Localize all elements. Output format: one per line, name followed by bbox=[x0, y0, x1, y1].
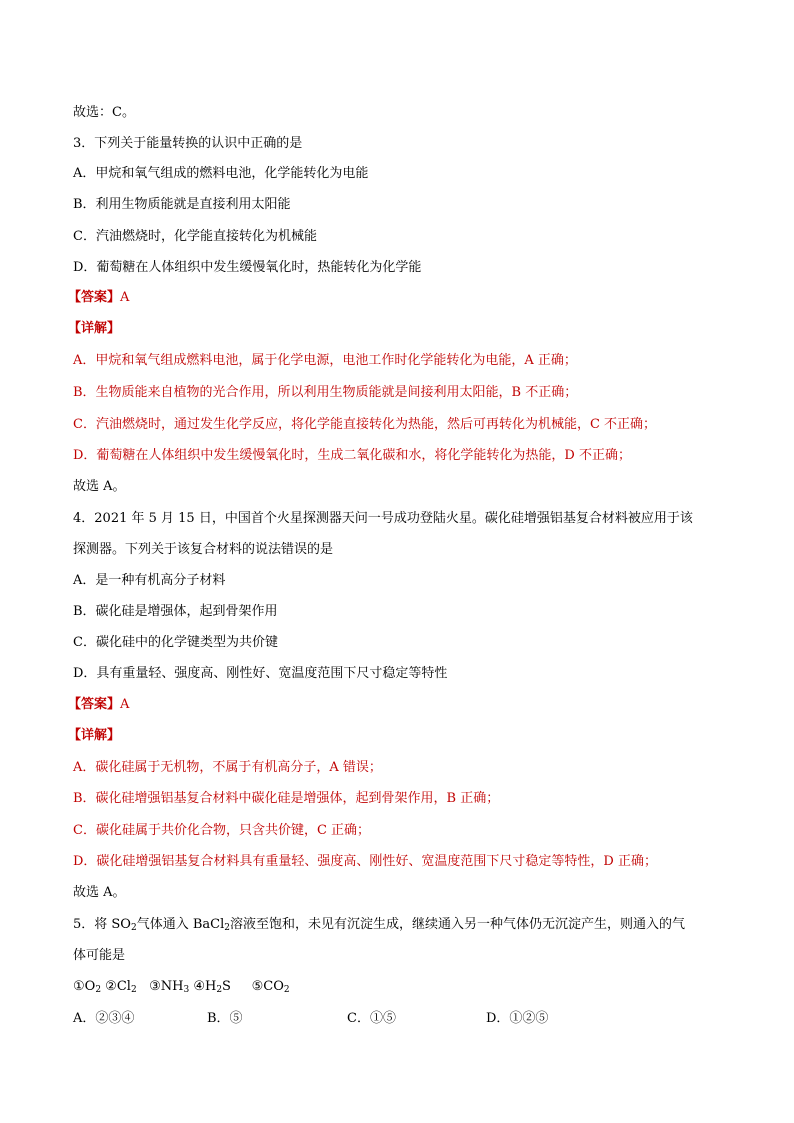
q4-explain-b: B．碳化硅增强铝基复合材料中碳化硅是增强体，起到骨架作用，B 正确； bbox=[73, 791, 500, 806]
q4-option-a: A．是一种有机高分子材料 bbox=[73, 573, 226, 588]
q5-gas-list bbox=[73, 978, 290, 996]
q3-option-a: A．甲烷和氧气组成的燃料电池，化学能转化为电能 bbox=[73, 166, 369, 181]
q3-explain-a: A．甲烷和氧气组成燃料电池，属于化学电源，电池工作时化学能转化为电能，A 正确； bbox=[73, 353, 577, 368]
q5-option-d: D．①②⑤ bbox=[486, 1011, 549, 1026]
q4-explain-a: A．碳化硅属于无机物，不属于有机高分子，A 错误； bbox=[73, 760, 382, 775]
prev-conclusion: 故选：C。 bbox=[73, 105, 135, 120]
q3-answer-line bbox=[68, 289, 129, 307]
q5-gas-5-sub: 2 bbox=[283, 985, 290, 995]
q5-gas-3-sub: 3 bbox=[183, 985, 190, 995]
q5-options-row bbox=[73, 1010, 723, 1028]
q5-stem-line-2: 体可能是 bbox=[73, 948, 126, 963]
q5-option-c: C．①⑤ bbox=[347, 1011, 396, 1026]
q5-gas-4-sub: 2 bbox=[216, 985, 223, 995]
q3-conclusion: 故选 A。 bbox=[73, 479, 126, 494]
q4-detail-line bbox=[68, 727, 120, 745]
q4-conclusion: 故选 A。 bbox=[73, 885, 126, 900]
q3-answer-value: A bbox=[120, 290, 130, 305]
q5-stem-part-c: 溶液至饱和，未见有沉淀生成，继续通入另一种气体仍无沉淀产生，则通入的气 bbox=[229, 917, 685, 932]
q4-explain-c: C．碳化硅属于共价化合物，只含共价键，C 正确； bbox=[73, 823, 371, 838]
q3-option-d: D．葡萄糖在人体组织中发生缓慢氧化时，热能转化为化学能 bbox=[73, 260, 422, 275]
q4-option-b: B．碳化硅是增强体，起到骨架作用 bbox=[73, 604, 278, 619]
q3-explain-b: B．生物质能来自植物的光合作用，所以利用生物质能就是间接利用太阳能，B 不正确； bbox=[73, 385, 578, 400]
q5-gas-2-sub: 2 bbox=[130, 985, 137, 995]
q4-option-d: D．具有重量轻、强度高、刚性好、宽温度范围下尺寸稳定等特性 bbox=[73, 666, 448, 681]
q5-stem-part-a: 5．将 SO bbox=[73, 917, 131, 932]
q5-gas-4-tail: S bbox=[222, 979, 231, 994]
q5-gas-2: ②Cl bbox=[101, 979, 131, 994]
q3-explain-d: D．葡萄糖在人体组织中发生缓慢氧化时，生成二氧化碳和水，将化学能转化为热能，D 不正确； bbox=[73, 448, 631, 463]
q3-answer-tag: 【答案】 bbox=[68, 290, 121, 305]
q5-stem-line-1 bbox=[73, 916, 685, 934]
q5-stem-sub-b: 2 bbox=[224, 923, 230, 933]
q4-answer-tag: 【答案】 bbox=[68, 697, 121, 712]
q4-detail-tag: 【详解】 bbox=[68, 728, 121, 743]
q4-explain-d: D．碳化硅增强铝基复合材料具有重量轻、强度高、刚性好、宽温度范围下尺寸稳定等特性，D 正确； bbox=[73, 854, 657, 869]
q5-gas-1: ①O bbox=[73, 979, 96, 994]
q4-stem-line-1: 4．2021 年 5 月 15 日，中国首个火星探测器天问一号成功登陆火星。碳化硅增强铝基复合材料被应用于该 bbox=[73, 511, 693, 526]
q5-gas-5: ⑤CO bbox=[247, 979, 284, 994]
q4-option-c: C．碳化硅中的化学键类型为共价键 bbox=[73, 635, 278, 650]
q5-stem-sub-a: 2 bbox=[130, 923, 137, 933]
q4-answer-value: A bbox=[120, 697, 130, 712]
q3-detail-line bbox=[68, 320, 120, 338]
q5-gas-3: ③NH bbox=[144, 979, 184, 994]
q3-detail-tag: 【详解】 bbox=[68, 321, 121, 336]
q3-option-c: C．汽油燃烧时，化学能直接转化为机械能 bbox=[73, 229, 317, 244]
q5-gas-4: ④H bbox=[189, 979, 217, 994]
q5-gas-1-sub: 2 bbox=[95, 985, 102, 995]
q3-explain-c: C．汽油燃烧时，通过发生化学反应，将化学能直接转化为热能，然后可再转化为机械能，C 不正确； bbox=[73, 417, 657, 432]
q3-option-b: B．利用生物质能就是直接利用太阳能 bbox=[73, 197, 291, 212]
q4-answer-line bbox=[68, 696, 129, 714]
q5-option-b: B．⑤ bbox=[207, 1011, 243, 1026]
q5-stem-part-b: 气体通入 BaCl bbox=[136, 917, 225, 932]
q5-option-a: A．②③④ bbox=[73, 1011, 135, 1026]
q3-stem: 3．下列关于能量转换的认识中正确的是 bbox=[73, 136, 303, 151]
q4-stem-line-2: 探测器。下列关于该复合材料的说法错误的是 bbox=[73, 542, 334, 557]
